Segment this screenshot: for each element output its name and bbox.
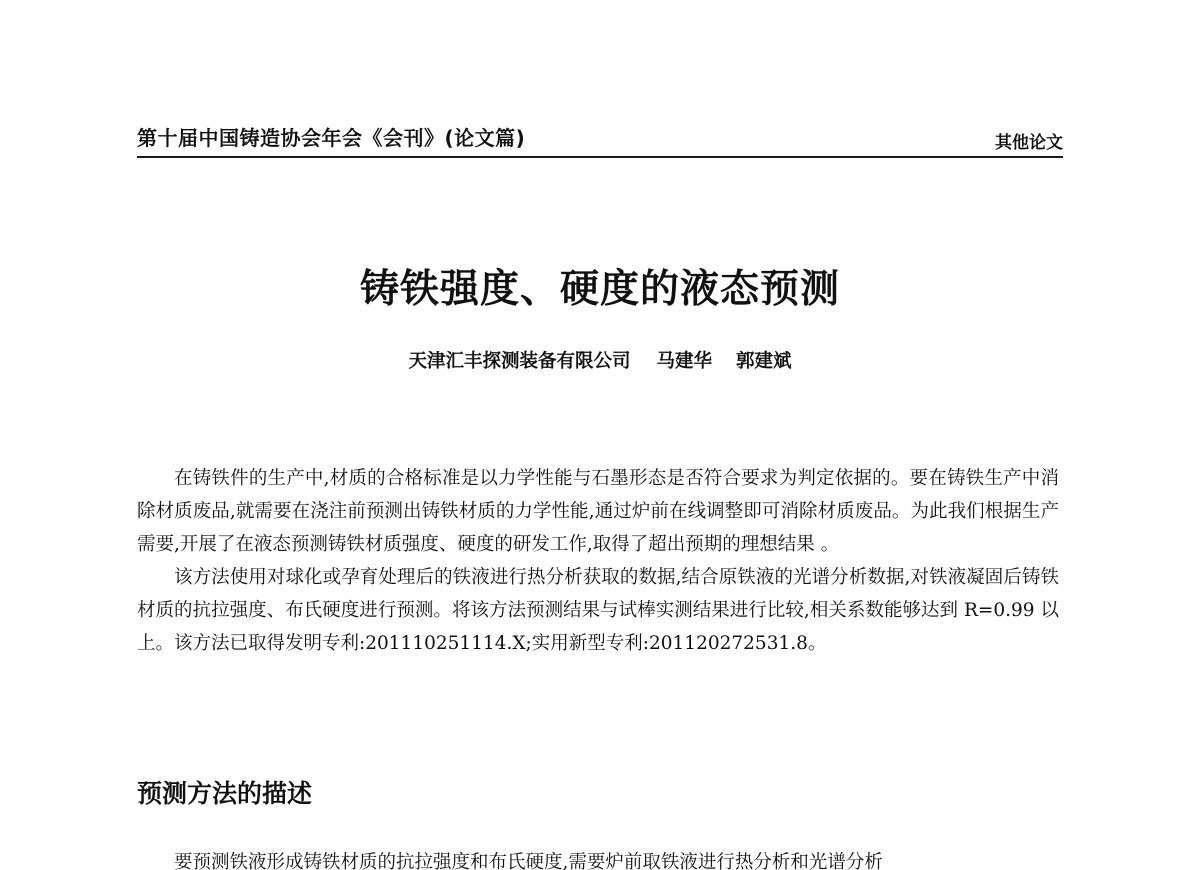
section-label: 其他论文 xyxy=(995,133,1063,153)
running-header xyxy=(137,120,1063,158)
body-paragraph: 在铸铁件的生产中,材质的合格标准是以力学性能与石墨形态是否符合要求为判定依据的。要在铸铁生产中消除材质废品,就需要在浇注前预测出铸铁材质的力学性能,通过炉前在线调整即可消除材质废品。为此我们根据生产需要,开展了在液态预测铸铁材质强度、硬度的研发工作,取得了超出预期的理想结果 。 xyxy=(137,468,1059,555)
abstract-body xyxy=(137,462,1059,660)
journal-title: 第十届中国铸造协会年会《会刊》(论文篇) xyxy=(137,126,526,150)
author-name: 郭建斌 xyxy=(736,351,792,372)
section-heading: 预测方法的描述 xyxy=(137,779,313,808)
body-paragraph: 要预测铁液形成铸铁材质的抗拉强度和布氏硬度,需要炉前取铁液进行热分析和光谱分析 xyxy=(174,852,883,870)
byline xyxy=(0,347,1200,373)
author-name: 马建华 xyxy=(656,351,712,372)
affiliation: 天津汇丰探测装备有限公司 xyxy=(408,351,631,372)
body-paragraph: 该方法使用对球化或孕育处理后的铁液进行热分析获取的数据,结合原铁液的光谱分析数据,对铁液凝固后铸铁材质的抗拉强度、布氏硬度进行预测。将该方法预测结果与试棒实测结果进行比较,相关系数能够达到 R=0.99 以上。该方法已取得发明专利:201110251114.X;实用新型专利:201120272531.8。 xyxy=(137,567,1059,654)
article-title: 铸铁强度、硬度的液态预测 xyxy=(359,267,840,312)
